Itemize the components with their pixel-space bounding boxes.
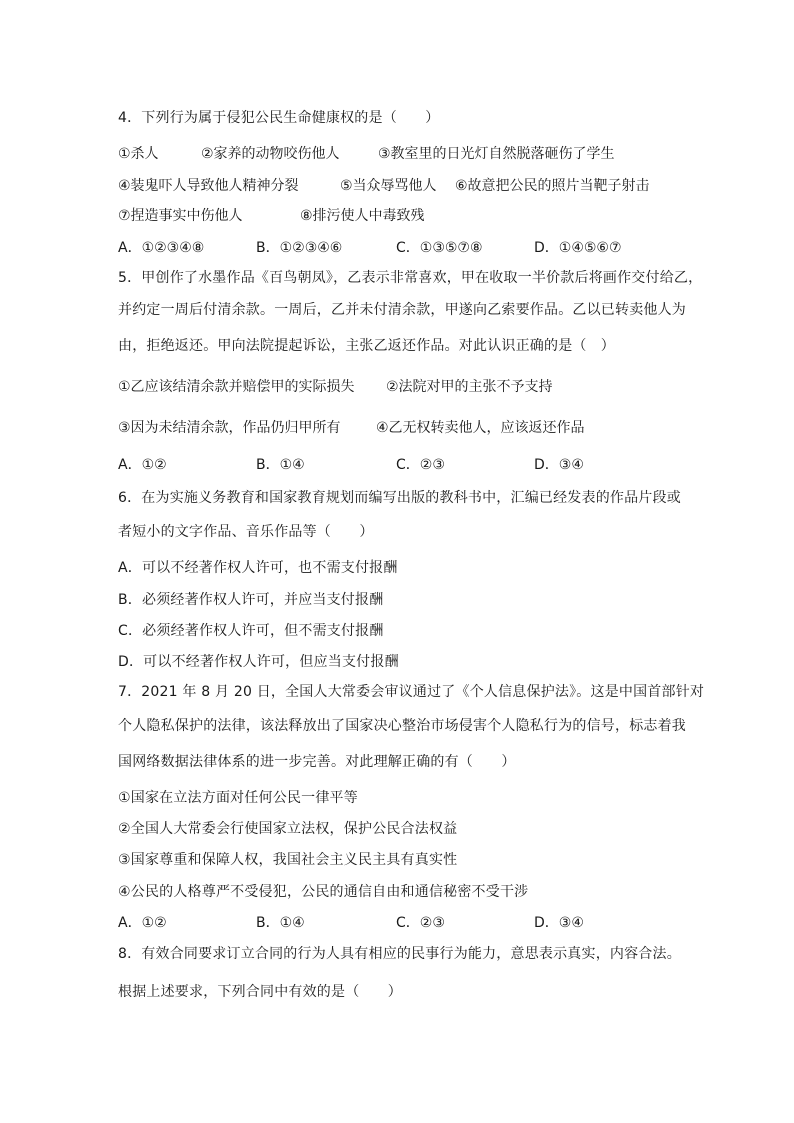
q4-option-b: B．①②③④⑥ [256,240,343,256]
q4-item-1: ①杀人 [118,146,159,162]
q5-option-a: A．①② [118,457,167,473]
q5-stem-line-2: 并约定一周后付清余款。一周后，乙并未付清余款，甲遂向乙索要作品。乙以已转卖他人为 [118,302,686,318]
q4-item-5: ⑤当众辱骂他人 [340,178,437,194]
q4-stem: 4．下列行为属于侵犯公民生命健康权的是（ ） [118,110,440,126]
q5-item-4: ④乙无权转卖他人，应该返还作品 [376,420,585,436]
q5-stem-line-3: 由，拒绝返还。甲向法院提起诉讼，主张乙返还作品。对此认识正确的是（ ） [118,338,615,354]
q5-stem-line-1: 5．甲创作了水墨作品《百鸟朝凤》，乙表示非常喜欢，甲在收取一半价款后将画作交付给乙， [118,270,703,286]
q7-item-3: ③国家尊重和保障人权，我国社会主义民主具有真实性 [118,852,458,868]
q5-option-c: C．②③ [396,457,445,473]
q4-option-a: A．①②③④⑧ [118,240,205,256]
q8-stem-line-2: 根据上述要求，下列合同中有效的是（ ） [118,984,402,1000]
q4-option-d: D．①④⑤⑥⑦ [534,240,622,256]
q7-item-1: ①国家在立法方面对任何公民一律平等 [118,790,358,806]
q7-option-b: B．①④ [256,915,305,931]
q6-option-c: C．必须经著作权人许可，但不需支付报酬 [118,623,384,639]
q5-item-3: ③因为未结清余款，作品仍归甲所有 [118,420,341,436]
q4-item-4: ④装鬼吓人导致他人精神分裂 [118,178,299,194]
q4-item-2: ②家养的动物咬伤他人 [201,146,340,162]
q4-item-7: ⑦捏造事实中伤他人 [118,208,243,224]
q5-item-1: ①乙应该结清余款并赔偿甲的实际损失 [118,379,355,395]
q7-option-c: C．②③ [396,915,445,931]
q8-stem-line-1: 8．有效合同要求订立合同的行为人具有相应的民事行为能力，意思表示真实，内容合法。 [118,946,681,962]
q6-stem-line-1: 6．在为实施义务教育和国家教育规划而编写出版的教科书中，汇编已经发表的作品片段或 [118,490,681,506]
q4-option-c: C．①③⑤⑦⑧ [396,240,483,256]
q7-stem-line-1: 7．2021 年 8 月 20 日，全国人大常委会审议通过了《个人信息保护法》。这是中国首部针对 [118,684,705,700]
q7-stem-line-3: 国网络数据法律体系的进一步完善。对此理解正确的有（ ） [118,754,516,770]
q6-stem-line-2: 者短小的文字作品、音乐作品等（ ） [118,524,374,540]
q5-option-b: B．①④ [256,457,305,473]
q7-stem-line-2: 个人隐私保护的法律，该法释放出了国家决心整治市场侵害个人隐私行为的信号，标志着我 [118,718,686,734]
q7-item-4: ④公民的人格尊严不受侵犯，公民的通信自由和通信秘密不受干涉 [118,884,529,900]
q7-option-d: D．③④ [534,915,584,931]
q4-item-6: ⑥故意把公民的照片当靶子射击 [455,178,650,194]
q6-option-d: D．可以不经著作权人许可，但应当支付报酬 [118,654,399,670]
q7-option-a: A．①② [118,915,167,931]
q5-option-d: D．③④ [534,457,584,473]
q5-item-2: ②法院对甲的主张不予支持 [386,379,553,395]
q4-item-8: ⑧排污使人中毒致残 [300,208,425,224]
q4-item-3: ③教室里的日光灯自然脱落砸伤了学生 [378,146,615,162]
q6-option-b: B．必须经著作权人许可，并应当支付报酬 [118,592,384,608]
q7-item-2: ②全国人大常委会行使国家立法权，保护公民合法权益 [118,821,458,837]
q6-option-a: A．可以不经著作权人许可，也不需支付报酬 [118,560,398,576]
